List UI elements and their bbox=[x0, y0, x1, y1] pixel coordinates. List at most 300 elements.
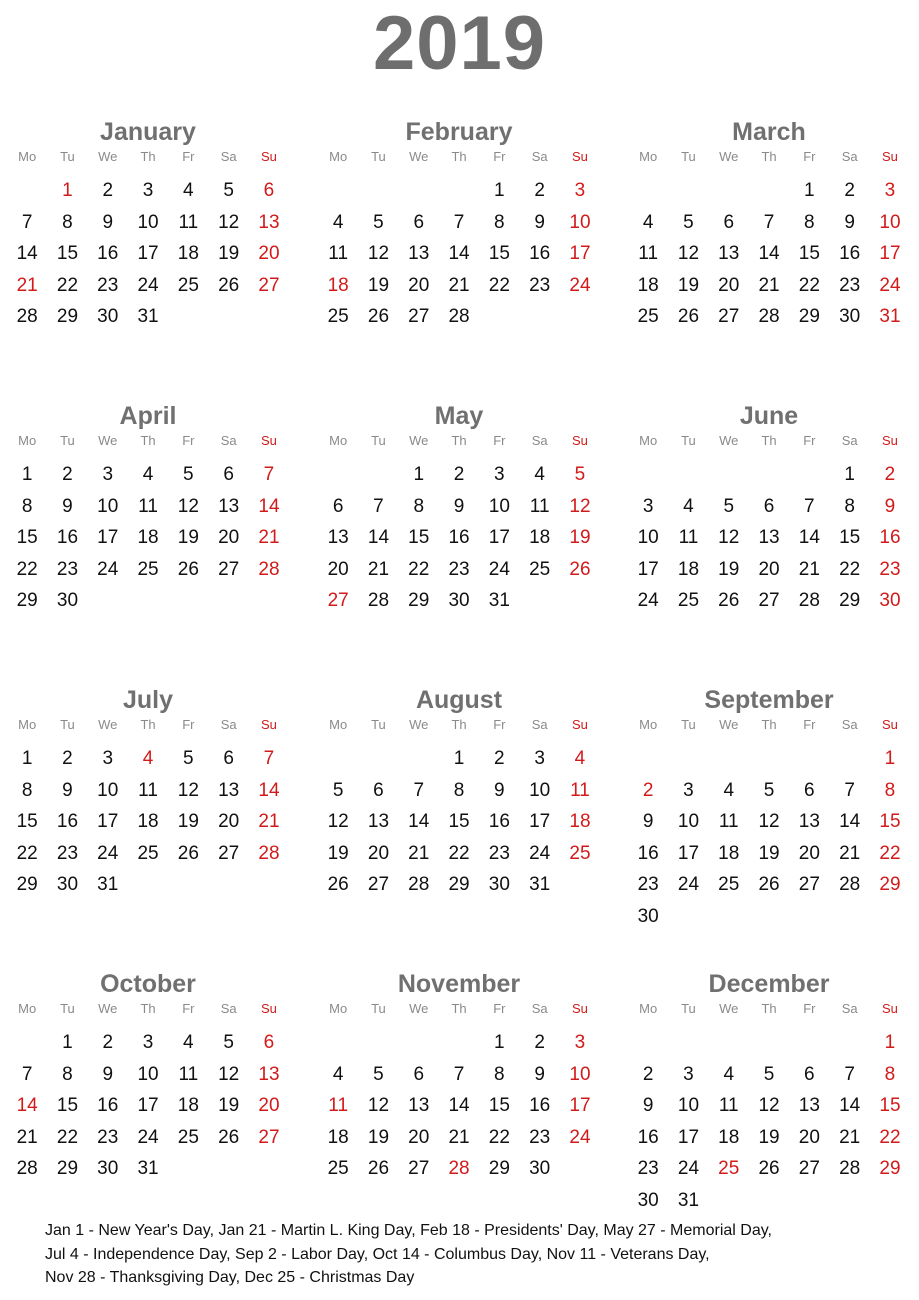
day-cell: 9 bbox=[62, 779, 73, 801]
weekday-label: Th bbox=[451, 1001, 467, 1016]
day-cell: 14 bbox=[367, 527, 390, 549]
day-cell: 24 bbox=[529, 842, 551, 864]
day-cell: 25 bbox=[327, 1158, 349, 1180]
day-cell: 6 bbox=[223, 748, 234, 769]
day-cell: 5 bbox=[683, 211, 694, 233]
day-cell: 1 bbox=[21, 464, 33, 485]
day-cell-holiday: 2 bbox=[642, 779, 654, 801]
day-cell: 29 bbox=[56, 306, 79, 328]
day-cell: 16 bbox=[637, 1126, 659, 1148]
weekday-label: Th bbox=[140, 433, 156, 448]
day-cell: 16 bbox=[56, 811, 79, 833]
day-cell-holiday: 14 bbox=[258, 495, 280, 517]
day-cell: 17 bbox=[488, 527, 510, 549]
day-cell-holiday: 17 bbox=[569, 1095, 591, 1117]
day-cell: 30 bbox=[97, 1158, 119, 1180]
day-cell: 20 bbox=[718, 274, 740, 296]
weekday-label: Tu bbox=[681, 433, 696, 448]
day-cell: 30 bbox=[637, 1190, 659, 1211]
month-name: October bbox=[100, 970, 196, 998]
day-cell: 4 bbox=[683, 495, 694, 517]
day-cell-holiday: 13 bbox=[258, 211, 280, 233]
weekday-label: We bbox=[98, 717, 118, 732]
day-cell: 18 bbox=[677, 558, 700, 580]
day-cell: 19 bbox=[718, 558, 740, 580]
day-cell: 30 bbox=[97, 306, 119, 328]
day-cell: 20 bbox=[367, 842, 390, 864]
weekday-label: Th bbox=[761, 1001, 777, 1016]
weekday-label: Tu bbox=[681, 1001, 696, 1016]
day-cell: 18 bbox=[718, 1126, 740, 1148]
day-cell: 2 bbox=[534, 1032, 545, 1053]
day-cell: 10 bbox=[637, 527, 659, 549]
day-cell: 1 bbox=[844, 464, 855, 485]
day-cell: 8 bbox=[453, 779, 465, 801]
day-cell: 11 bbox=[529, 495, 550, 517]
day-cell: 16 bbox=[56, 527, 79, 549]
day-cell: 19 bbox=[177, 811, 199, 833]
day-cell-holiday: 20 bbox=[258, 243, 280, 265]
day-cell: 29 bbox=[488, 1158, 510, 1180]
day-cell: 16 bbox=[839, 243, 861, 265]
day-cell: 17 bbox=[637, 558, 659, 580]
weekday-label: Tu bbox=[60, 149, 75, 164]
day-cell: 6 bbox=[332, 495, 344, 517]
day-cell: 8 bbox=[62, 211, 73, 233]
weekday-label: Mo bbox=[18, 149, 37, 164]
day-cell-holiday: 28 bbox=[258, 842, 280, 864]
day-cell: 25 bbox=[327, 306, 349, 328]
day-cell: 19 bbox=[367, 274, 390, 296]
day-cell: 3 bbox=[534, 748, 545, 769]
weekday-label: Fr bbox=[182, 1001, 195, 1016]
weekday-label: Su bbox=[571, 717, 588, 732]
weekday-label: Su bbox=[571, 433, 588, 448]
weekday-label: Sa bbox=[841, 149, 858, 164]
day-cell-holiday: 15 bbox=[879, 1095, 901, 1117]
day-cell: 8 bbox=[494, 211, 505, 233]
day-cell: 27 bbox=[218, 842, 240, 864]
day-cell: 17 bbox=[529, 811, 551, 833]
month-name: July bbox=[122, 686, 174, 714]
day-cell-holiday: 31 bbox=[879, 306, 901, 328]
day-cell: 20 bbox=[408, 274, 430, 296]
day-cell: 28 bbox=[448, 306, 470, 328]
day-cell-holiday: 22 bbox=[879, 1126, 901, 1148]
weekday-label: Su bbox=[571, 149, 588, 164]
day-cell: 8 bbox=[62, 1063, 73, 1085]
holiday-line: Jan 1 - New Year's Day, Jan 21 - Martin L. King Day, Feb 18 - Presidents' Day, May 27 - Memorial Day, bbox=[45, 1222, 772, 1239]
day-cell: 17 bbox=[677, 1126, 700, 1148]
day-cell: 20 bbox=[758, 558, 780, 580]
day-cell: 16 bbox=[97, 243, 119, 265]
day-cell: 17 bbox=[137, 1095, 159, 1117]
day-cell: 12 bbox=[367, 243, 390, 265]
day-cell: 7 bbox=[413, 779, 425, 801]
day-cell: 6 bbox=[373, 779, 384, 801]
weekday-label: We bbox=[719, 1001, 739, 1016]
day-cell: 27 bbox=[718, 306, 740, 328]
day-cell-holiday: 20 bbox=[258, 1095, 280, 1117]
day-cell: 7 bbox=[844, 779, 855, 801]
day-cell-holiday: 6 bbox=[263, 180, 275, 201]
day-cell: 24 bbox=[137, 1126, 159, 1148]
day-cell: 11 bbox=[178, 1063, 199, 1085]
day-cell-holiday: 26 bbox=[569, 558, 591, 580]
day-cell: 20 bbox=[327, 558, 349, 580]
weekday-label: Mo bbox=[18, 717, 37, 732]
day-cell: 18 bbox=[327, 1126, 349, 1148]
day-cell: 2 bbox=[534, 180, 545, 201]
weekday-label: Mo bbox=[329, 149, 348, 164]
day-cell: 23 bbox=[56, 558, 79, 580]
day-cell-holiday: 10 bbox=[879, 211, 901, 233]
day-cell: 24 bbox=[97, 842, 119, 864]
day-cell: 16 bbox=[448, 527, 470, 549]
weekday-label: Fr bbox=[493, 717, 506, 732]
day-cell: 18 bbox=[718, 842, 740, 864]
day-cell: 24 bbox=[677, 1158, 700, 1180]
day-cell: 5 bbox=[223, 1032, 234, 1053]
day-cell-holiday: 18 bbox=[327, 274, 349, 296]
day-cell-holiday: 7 bbox=[263, 748, 275, 769]
day-cell: 3 bbox=[102, 748, 114, 769]
day-cell-holiday: 25 bbox=[569, 842, 591, 864]
weekday-label: We bbox=[719, 149, 739, 164]
day-cell: 18 bbox=[177, 1095, 199, 1117]
day-cell: 21 bbox=[798, 558, 820, 580]
day-cell: 1 bbox=[453, 748, 465, 769]
day-cell: 11 bbox=[638, 243, 659, 265]
day-cell: 11 bbox=[718, 1095, 739, 1117]
day-cell: 23 bbox=[637, 1158, 659, 1180]
weekday-label: Mo bbox=[18, 1001, 37, 1016]
day-cell: 19 bbox=[218, 1095, 240, 1117]
day-cell-holiday: 28 bbox=[258, 558, 280, 580]
day-cell: 7 bbox=[21, 1063, 33, 1085]
day-cell: 4 bbox=[183, 1032, 194, 1053]
day-cell: 7 bbox=[21, 211, 33, 233]
day-cell: 24 bbox=[97, 558, 119, 580]
day-cell: 10 bbox=[137, 1063, 159, 1085]
weekday-label: Mo bbox=[329, 1001, 348, 1016]
day-cell: 1 bbox=[62, 1032, 73, 1053]
day-cell: 12 bbox=[367, 1095, 390, 1117]
day-cell: 3 bbox=[683, 1063, 694, 1085]
day-cell: 9 bbox=[494, 779, 505, 801]
day-cell: 22 bbox=[488, 274, 510, 296]
day-cell-holiday: 14 bbox=[16, 1095, 38, 1117]
day-cell: 13 bbox=[367, 811, 390, 833]
weekday-label: Su bbox=[881, 433, 898, 448]
day-cell-holiday: 25 bbox=[718, 1158, 740, 1180]
day-cell: 23 bbox=[839, 274, 861, 296]
day-cell: 6 bbox=[723, 211, 735, 233]
day-cell: 2 bbox=[844, 180, 855, 201]
day-cell-holiday: 27 bbox=[327, 590, 349, 612]
day-cell-holiday: 21 bbox=[16, 274, 38, 296]
weekday-label: Fr bbox=[493, 433, 506, 448]
day-cell: 15 bbox=[408, 527, 430, 549]
day-cell: 30 bbox=[637, 906, 659, 927]
year-title: 2019 bbox=[372, 1, 547, 86]
day-cell: 7 bbox=[804, 495, 815, 517]
day-cell: 22 bbox=[16, 558, 38, 580]
weekday-label: Th bbox=[451, 149, 467, 164]
day-cell-holiday: 4 bbox=[574, 748, 586, 769]
day-cell-holiday: 29 bbox=[879, 1158, 901, 1180]
day-cell: 20 bbox=[798, 842, 820, 864]
month-name: May bbox=[434, 402, 484, 430]
weekday-label: Sa bbox=[220, 717, 237, 732]
day-cell: 3 bbox=[102, 464, 114, 485]
weekday-label: We bbox=[409, 149, 429, 164]
day-cell-holiday: 3 bbox=[574, 180, 586, 201]
day-cell-holiday: 1 bbox=[884, 748, 896, 769]
weekday-label: We bbox=[98, 1001, 118, 1016]
day-cell: 8 bbox=[21, 495, 33, 517]
weekday-label: Th bbox=[761, 433, 777, 448]
day-cell: 19 bbox=[218, 243, 240, 265]
weekday-label: We bbox=[409, 717, 429, 732]
day-cell-holiday: 8 bbox=[884, 779, 896, 801]
day-cell: 17 bbox=[137, 243, 159, 265]
day-cell: 25 bbox=[529, 558, 551, 580]
day-cell-holiday: 27 bbox=[258, 1126, 280, 1148]
day-cell: 14 bbox=[448, 1095, 470, 1117]
day-cell: 7 bbox=[844, 1063, 855, 1085]
month-name: September bbox=[704, 686, 834, 714]
month-name: March bbox=[732, 118, 806, 146]
day-cell: 11 bbox=[328, 243, 349, 265]
day-cell: 17 bbox=[97, 811, 119, 833]
day-cell: 16 bbox=[488, 811, 510, 833]
day-cell: 17 bbox=[677, 842, 700, 864]
day-cell: 12 bbox=[758, 1095, 780, 1117]
day-cell: 16 bbox=[529, 1095, 551, 1117]
day-cell-holiday: 11 bbox=[328, 1095, 349, 1117]
weekday-label: Fr bbox=[493, 149, 506, 164]
day-cell: 15 bbox=[16, 811, 38, 833]
day-cell: 25 bbox=[718, 874, 740, 896]
weekday-label: Tu bbox=[371, 149, 386, 164]
day-cell: 5 bbox=[183, 464, 194, 485]
day-cell: 9 bbox=[642, 811, 654, 833]
weekday-label: Mo bbox=[329, 717, 348, 732]
day-cell: 28 bbox=[798, 590, 820, 612]
day-cell: 19 bbox=[327, 842, 349, 864]
day-cell: 23 bbox=[448, 558, 470, 580]
day-cell: 31 bbox=[137, 306, 159, 328]
day-cell-holiday: 23 bbox=[879, 558, 901, 580]
day-cell: 25 bbox=[137, 558, 159, 580]
weekday-label: Th bbox=[451, 433, 467, 448]
day-cell: 26 bbox=[177, 558, 199, 580]
day-cell: 11 bbox=[678, 527, 699, 549]
day-cell: 22 bbox=[408, 558, 430, 580]
day-cell: 29 bbox=[839, 590, 861, 612]
weekday-label: Mo bbox=[329, 433, 348, 448]
day-cell: 9 bbox=[534, 211, 545, 233]
day-cell: 31 bbox=[677, 1190, 700, 1211]
weekday-label: Sa bbox=[841, 433, 858, 448]
day-cell: 4 bbox=[183, 180, 194, 201]
day-cell-holiday: 24 bbox=[569, 1126, 591, 1148]
day-cell-holiday: 28 bbox=[448, 1158, 470, 1180]
weekday-label: Tu bbox=[681, 717, 696, 732]
day-cell: 28 bbox=[839, 874, 861, 896]
day-cell: 22 bbox=[56, 1126, 79, 1148]
day-cell: 14 bbox=[839, 1095, 861, 1117]
day-cell-holiday: 15 bbox=[879, 811, 901, 833]
day-cell: 4 bbox=[723, 779, 735, 801]
day-cell: 5 bbox=[183, 748, 194, 769]
day-cell: 30 bbox=[529, 1158, 551, 1180]
day-cell: 3 bbox=[642, 495, 654, 517]
day-cell: 23 bbox=[637, 874, 659, 896]
day-cell: 6 bbox=[413, 211, 425, 233]
day-cell: 5 bbox=[723, 495, 735, 517]
day-cell: 28 bbox=[758, 306, 780, 328]
day-cell-holiday: 10 bbox=[569, 1063, 591, 1085]
day-cell: 13 bbox=[218, 779, 240, 801]
day-cell-holiday: 1 bbox=[62, 180, 73, 201]
day-cell: 1 bbox=[494, 1032, 505, 1053]
day-cell-holiday: 16 bbox=[879, 527, 901, 549]
weekday-label: Fr bbox=[803, 1001, 816, 1016]
day-cell: 29 bbox=[798, 306, 820, 328]
day-cell: 11 bbox=[138, 779, 158, 801]
day-cell-holiday: 3 bbox=[884, 180, 896, 201]
weekday-label: Tu bbox=[60, 717, 75, 732]
day-cell: 13 bbox=[408, 1095, 430, 1117]
day-cell: 20 bbox=[218, 527, 240, 549]
day-cell-holiday: 17 bbox=[569, 243, 591, 265]
day-cell: 7 bbox=[453, 1063, 465, 1085]
day-cell-holiday: 9 bbox=[884, 495, 896, 517]
month-name: January bbox=[100, 118, 196, 146]
day-cell: 9 bbox=[844, 211, 855, 233]
day-cell: 11 bbox=[178, 211, 199, 233]
day-cell: 10 bbox=[677, 811, 700, 833]
day-cell: 22 bbox=[488, 1126, 510, 1148]
day-cell: 5 bbox=[763, 779, 775, 801]
day-cell: 15 bbox=[16, 527, 38, 549]
day-cell: 7 bbox=[453, 211, 465, 233]
day-cell: 1 bbox=[804, 180, 815, 201]
day-cell: 28 bbox=[16, 306, 38, 328]
day-cell: 26 bbox=[758, 874, 780, 896]
day-cell: 4 bbox=[142, 464, 154, 485]
day-cell: 9 bbox=[642, 1095, 654, 1117]
day-cell: 13 bbox=[718, 243, 740, 265]
day-cell: 15 bbox=[798, 243, 820, 265]
day-cell: 22 bbox=[798, 274, 820, 296]
weekday-label: Sa bbox=[531, 717, 548, 732]
day-cell: 6 bbox=[223, 464, 234, 485]
day-cell: 8 bbox=[21, 779, 33, 801]
day-cell: 13 bbox=[408, 243, 430, 265]
day-cell: 12 bbox=[718, 527, 740, 549]
day-cell-holiday: 19 bbox=[569, 527, 591, 549]
day-cell: 18 bbox=[177, 243, 199, 265]
day-cell: 27 bbox=[408, 1158, 430, 1180]
day-cell: 14 bbox=[16, 243, 38, 265]
day-cell: 4 bbox=[723, 1063, 735, 1085]
day-cell: 19 bbox=[758, 1126, 780, 1148]
weekday-label: Tu bbox=[681, 149, 696, 164]
day-cell-holiday: 3 bbox=[574, 1032, 586, 1053]
weekday-label: Su bbox=[260, 717, 277, 732]
holiday-list bbox=[45, 1219, 905, 1290]
weekday-label: Su bbox=[260, 433, 277, 448]
weekday-label: We bbox=[409, 1001, 429, 1016]
weekday-label: Th bbox=[140, 717, 156, 732]
day-cell: 15 bbox=[56, 243, 79, 265]
day-cell: 29 bbox=[56, 1158, 79, 1180]
day-cell: 26 bbox=[367, 1158, 390, 1180]
day-cell: 29 bbox=[448, 874, 470, 896]
weekday-label: Su bbox=[881, 1001, 898, 1016]
day-cell: 25 bbox=[637, 306, 659, 328]
day-cell: 6 bbox=[413, 1063, 425, 1085]
day-cell: 25 bbox=[177, 1126, 199, 1148]
day-cell-holiday: 10 bbox=[569, 211, 591, 233]
weekday-label: We bbox=[98, 149, 118, 164]
day-cell: 13 bbox=[798, 1095, 820, 1117]
day-cell-holiday: 5 bbox=[574, 464, 586, 485]
day-cell: 29 bbox=[408, 590, 430, 612]
weekday-label: Fr bbox=[182, 717, 195, 732]
day-cell-holiday: 21 bbox=[258, 527, 280, 549]
weekday-label: We bbox=[719, 717, 739, 732]
day-cell: 31 bbox=[97, 874, 119, 896]
day-cell: 9 bbox=[102, 1063, 114, 1085]
day-cell: 18 bbox=[137, 811, 159, 833]
day-cell-holiday: 24 bbox=[879, 274, 901, 296]
day-cell: 27 bbox=[367, 874, 390, 896]
day-cell: 7 bbox=[373, 495, 384, 517]
day-cell: 13 bbox=[218, 495, 240, 517]
day-cell: 11 bbox=[718, 811, 739, 833]
weekday-label: Sa bbox=[220, 433, 237, 448]
day-cell: 23 bbox=[97, 274, 119, 296]
day-cell-holiday: 4 bbox=[142, 748, 154, 769]
day-cell: 12 bbox=[677, 243, 700, 265]
day-cell: 3 bbox=[494, 464, 505, 485]
day-cell-holiday: 30 bbox=[879, 590, 901, 612]
month-name: August bbox=[415, 686, 503, 714]
day-cell: 5 bbox=[763, 1063, 775, 1085]
day-cell: 2 bbox=[62, 748, 73, 769]
weekday-label: Fr bbox=[182, 433, 195, 448]
day-cell: 23 bbox=[97, 1126, 119, 1148]
weekday-label: Fr bbox=[803, 717, 816, 732]
day-cell: 26 bbox=[327, 874, 349, 896]
day-cell: 31 bbox=[137, 1158, 159, 1180]
day-cell-holiday: 12 bbox=[569, 495, 591, 517]
day-cell: 10 bbox=[137, 211, 159, 233]
day-cell-holiday: 21 bbox=[258, 811, 280, 833]
day-cell: 28 bbox=[367, 590, 390, 612]
day-cell-holiday: 6 bbox=[263, 1032, 275, 1053]
holiday-line: Jul 4 - Independence Day, Sep 2 - Labor Day, Oct 14 - Columbus Day, Nov 11 - Veterans Day, bbox=[45, 1245, 710, 1263]
weekday-label: Su bbox=[260, 1001, 277, 1016]
day-cell: 24 bbox=[137, 274, 159, 296]
day-cell: 4 bbox=[332, 1063, 344, 1085]
day-cell: 15 bbox=[839, 527, 861, 549]
day-cell-holiday: 27 bbox=[258, 274, 280, 296]
